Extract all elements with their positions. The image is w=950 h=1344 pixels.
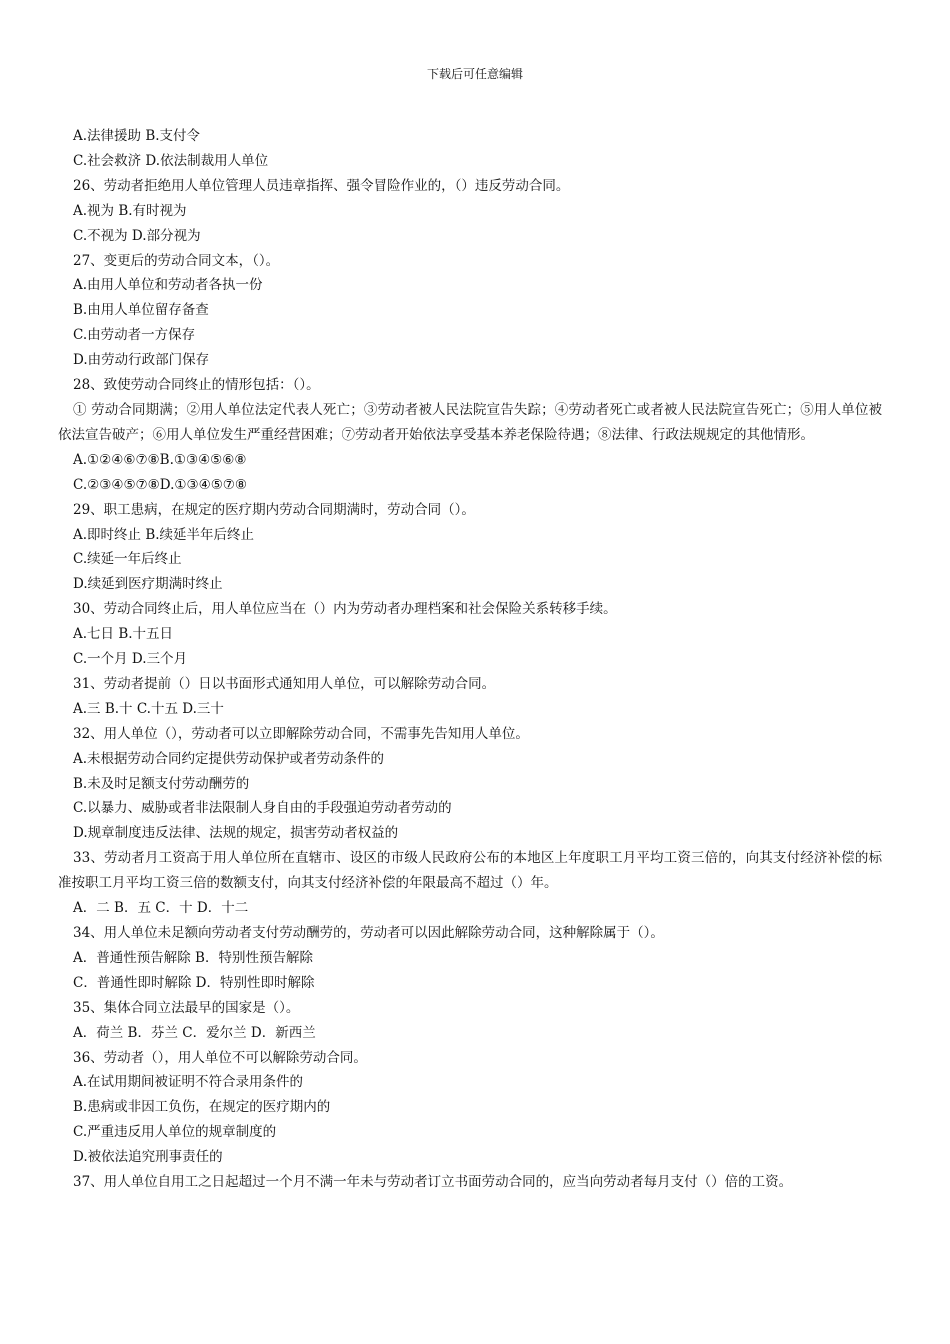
option-line: A．二 B．五 C．十 D．十二: [73, 900, 249, 917]
option-line: A.七日 B.十五日: [73, 626, 174, 643]
question-27: 27、变更后的劳动合同文本，（）。: [73, 252, 280, 269]
option-line: A.由用人单位和劳动者各执一份: [73, 277, 263, 294]
question-26: 26、劳动者拒绝用人单位管理人员违章指挥、强令冒险作业的，（）违反劳动合同。: [73, 177, 570, 194]
option-line: D.规章制度违反法律、法规的规定，损害劳动者权益的: [73, 825, 399, 842]
option-line: C.以暴力、威胁或者非法限制人身自由的手段强迫劳动者劳动的: [73, 800, 452, 817]
option-line: C.续延一年后终止: [73, 551, 182, 568]
option-line: C.②③④⑤⑦⑧D.①③④⑤⑦⑧: [73, 476, 248, 493]
question-31: 31、劳动者提前（）日以书面形式通知用人单位，可以解除劳动合同。: [73, 675, 496, 692]
option-line: D.被依法追究刑事责任的: [73, 1149, 223, 1166]
question-37: 37、用人单位自用工之日起超过一个月不满一年未与劳动者订立书面劳动合同的，应当向劳动者每月支付（）倍的工资。: [73, 1174, 793, 1191]
question-33: 33、劳动者月工资高于用人单位所在直辖市、设区的市级人民政府公布的本地区上年度职工月平均工资三倍的，向其支付经济补偿的标准按职工月平均工资三倍的数额支付，向其支付经济补偿的年限最高不超过（）年。: [58, 850, 882, 892]
page-header: 下载后可任意编辑: [426, 67, 523, 81]
question-30: 30、劳动合同终止后，用人单位应当在（）内为劳动者办理档案和社会保险关系转移手续。: [73, 601, 617, 618]
option-line: A．普通性预告解除 B．特别性预告解除: [73, 949, 313, 966]
option-line: A.未根据劳动合同约定提供劳动保护或者劳动条件的: [73, 750, 385, 767]
option-line: A.三 B.十 C.十五 D.三十: [73, 700, 224, 717]
option-line: C.一个月 D.三个月: [73, 651, 188, 668]
option-line: A.视为 B.有时视为: [73, 202, 187, 219]
option-line: A.即时终止 B.续延半年后终止: [73, 526, 255, 543]
option-line: A.①②④⑥⑦⑧B.①③④⑤⑥⑧: [73, 451, 247, 468]
option-line: B.患病或非因工负伤，在规定的医疗期内的: [73, 1099, 331, 1116]
option-line: C.由劳动者一方保存: [73, 327, 196, 344]
option-line: B.由用人单位留存备查: [73, 302, 209, 319]
option-line: D.由劳动行政部门保存: [73, 352, 210, 369]
option-line: A.法律援助 B.支付令: [73, 128, 201, 144]
question-36: 36、劳动者（），用人单位不可以解除劳动合同。: [73, 1049, 367, 1066]
option-line: C．普通性即时解除 D．特别性即时解除: [73, 974, 315, 991]
question-28-conditions: ① 劳动合同期满；②用人单位法定代表人死亡；③劳动者被人民法院宣告失踪；④劳动者死亡或者被人民法院宣告死亡；⑤用人单位被依法宣告破产；⑥用人单位发生严重经营困难；⑦劳动者开始依法享受基本养老保险待遇；⑧法律、行政法规规定的其他情形。: [58, 401, 882, 443]
question-35: 35、集体合同立法最早的国家是（）。: [73, 999, 300, 1016]
option-line: C.严重违反用人单位的规章制度的: [73, 1124, 277, 1141]
question-34: 34、用人单位未足额向劳动者支付劳动酬劳的，劳动者可以因此解除劳动合同，这种解除属于（）。: [73, 925, 664, 941]
option-line: C.不视为 D.部分视为: [73, 227, 201, 244]
question-28: 28、致使劳动合同终止的情形包括：（）。: [73, 377, 320, 394]
option-line: C.社会救济 D.依法制裁用人单位: [73, 152, 269, 169]
option-line: B.未及时足额支付劳动酬劳的: [73, 775, 250, 792]
option-line: A.在试用期间被证明不符合录用条件的: [73, 1074, 304, 1091]
question-32: 32、用人单位（），劳动者可以立即解除劳动合同，不需事先告知用人单位。: [73, 725, 529, 742]
document-body: [58, 124, 882, 1195]
option-line: A．荷兰 B．芬兰 C．爱尔兰 D．新西兰: [73, 1024, 316, 1041]
question-29: 29、职工患病，在规定的医疗期内劳动合同期满时，劳动合同（）。: [73, 501, 475, 518]
option-line: D.续延到医疗期满时终止: [73, 576, 223, 593]
